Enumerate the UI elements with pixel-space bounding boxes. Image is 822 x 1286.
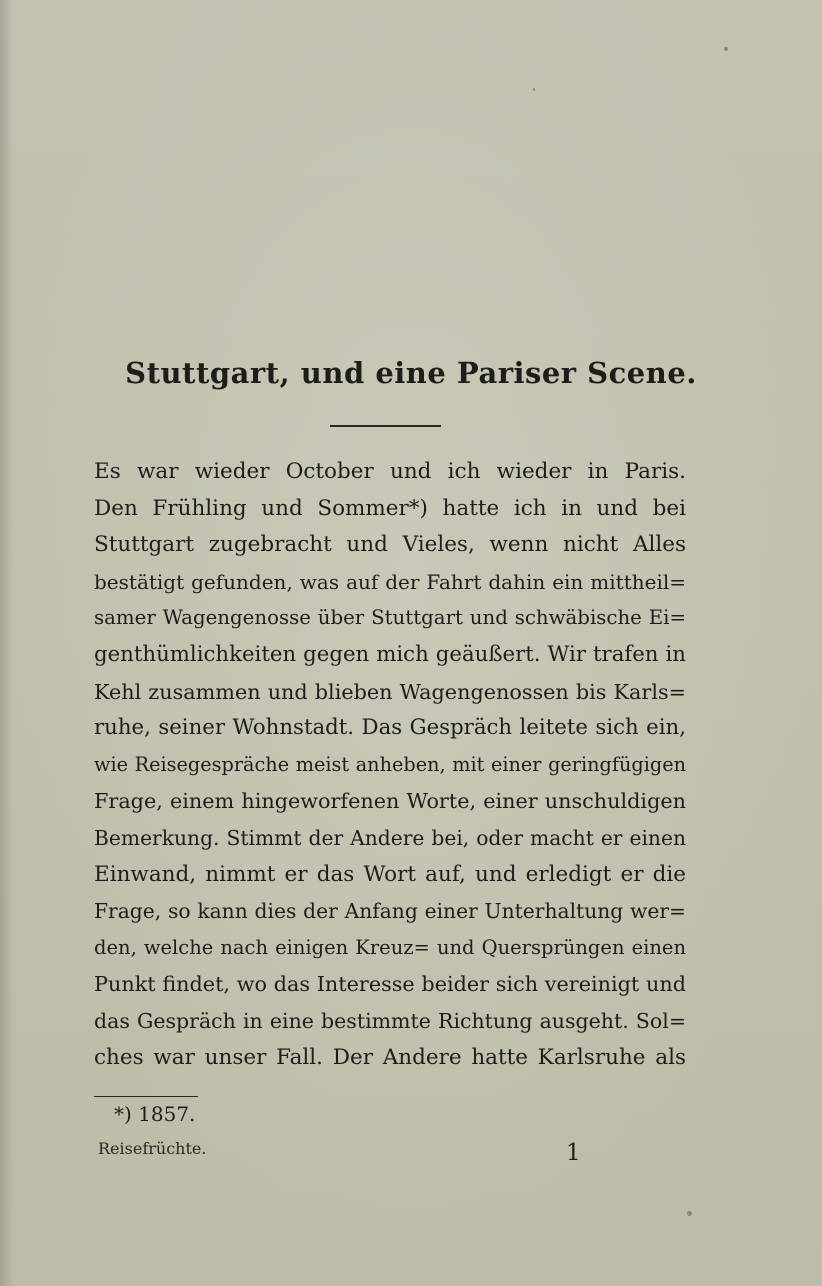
- text-line: Frage, einem hingeworfenen Worte, einer unschuldigen: [94, 789, 686, 814]
- signature-mark: Reisefrüchte.: [98, 1139, 207, 1158]
- text-line: Stuttgart zugebracht und Vieles, wenn nicht Alles: [94, 532, 686, 558]
- text-line: Es war wieder October und ich wieder in Paris.: [94, 459, 686, 484]
- paper-speck: [724, 47, 728, 51]
- text-line: Einwand, nimmt er das Wort auf, und erledigt er die: [94, 861, 686, 887]
- text-line: den, welche nach einigen Kreuz= und Quersprüngen einen: [94, 935, 686, 959]
- body-text: [94, 454, 686, 1076]
- page-edge-shadow: [0, 0, 14, 1286]
- footnote: *) 1857.: [114, 1102, 196, 1126]
- footnote-divider: [94, 1096, 198, 1097]
- text-line: ches war unser Fall. Der Andere hatte Karlsruhe als: [94, 1044, 686, 1070]
- text-line: Punkt findet, wo das Interesse beider sich vereinigt und: [94, 972, 686, 997]
- text-line: genthümlichkeiten gegen mich geäußert. Wir trafen in: [94, 641, 686, 667]
- paper-speck: [687, 1211, 692, 1216]
- page-number: 1: [566, 1140, 581, 1166]
- text-line: das Gespräch in eine bestimmte Richtung ausgeht. Sol=: [94, 1008, 686, 1033]
- text-line: bestätigt gefunden, was auf der Fahrt dahin ein mittheil=: [94, 569, 686, 594]
- text-line: Bemerkung. Stimmt der Andere bei, oder macht er einen: [94, 825, 686, 850]
- text-line: Den Frühling und Sommer*) hatte ich in und bei: [94, 495, 686, 521]
- text-line: Kehl zusammen und blieben Wagengenossen bis Karls=: [94, 679, 686, 704]
- paper-speck: [533, 88, 535, 91]
- chapter-title: Stuttgart, und eine Pariser Scene.: [125, 356, 697, 390]
- text-line: Frage, so kann dies der Anfang einer Unterhaltung wer=: [94, 899, 686, 924]
- text-line: wie Reisegespräche meist anheben, mit einer geringfügigen: [94, 752, 686, 776]
- text-line: ruhe, seiner Wohnstadt. Das Gespräch leitete sich ein,: [94, 715, 686, 741]
- text-line: samer Wagengenosse über Stuttgart und schwäbische Ei=: [94, 606, 686, 630]
- title-divider: [330, 425, 441, 427]
